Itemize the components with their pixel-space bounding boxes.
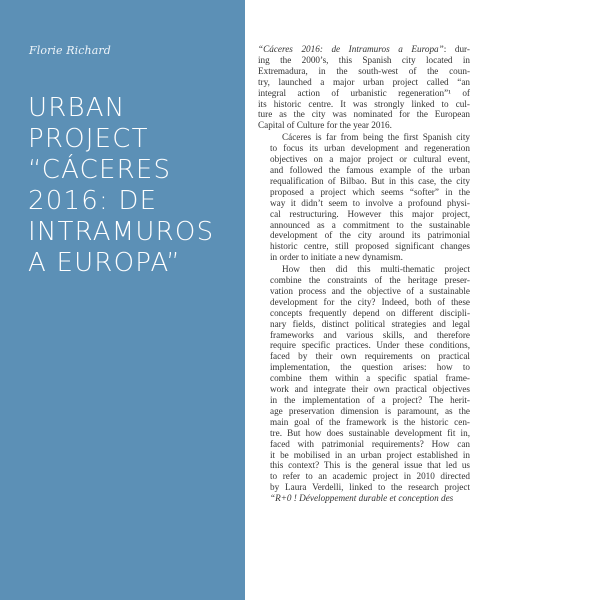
body-line: combine the constraints of the heritage preser- <box>270 275 470 286</box>
body-paragraph <box>258 132 470 263</box>
title-line: PROJECT <box>28 124 149 154</box>
title-line: A EUROPA” <box>28 248 181 278</box>
body-line: faced with patrimonial requirements? How can <box>270 438 470 449</box>
body-line: work and integrate their own practical objectives <box>270 384 470 395</box>
author-name: Florie Richard <box>29 44 111 57</box>
title-line: URBAN <box>28 93 126 123</box>
body-line: in order to initiate a new dynamism. <box>270 252 403 263</box>
body-line: “Cáceres 2016: de Intramuros a Europa”: dur- <box>258 44 470 54</box>
body-line: implementation, the question arises: how to <box>270 362 470 373</box>
body-line: age preservation dimension is paramount, as the <box>270 405 470 416</box>
body-line: way it didn’t seem to involve a profound physi- <box>270 197 470 208</box>
body-line: objectives on a major project or cultural event, <box>270 154 470 165</box>
body-line: combine them within a specific spatial frame- <box>270 373 470 384</box>
body-line: concepts frequently depend on different discipli- <box>270 307 470 318</box>
body-line: cal restructuring. However this major project, <box>270 208 470 219</box>
body-line: main goal of the framework is the historic cen- <box>270 416 470 427</box>
body-line: require specific practices. Under these conditions, <box>270 340 470 351</box>
body-paragraph <box>258 264 470 504</box>
body-line: frameworks and various skills, and therefore <box>270 329 470 340</box>
body-line: “R+0 ! Développement durable et conception des <box>270 493 454 504</box>
body-line: proposed a project which seems “softer” in the <box>270 186 470 197</box>
body-line: try, launched a major urban project called “an <box>258 76 470 87</box>
article-title <box>28 93 243 279</box>
body-line: Capital of Culture for the year 2016. <box>258 120 392 131</box>
body-line: vation process and the objective of a sustainable <box>270 285 470 296</box>
body-line: ing the 2000’s, this Spanish city located in <box>258 54 470 65</box>
body-line: by Laura Verdelli, linked to the research project <box>270 482 470 493</box>
body-line: How then did this multi-thematic project <box>282 264 470 275</box>
body-line: requalification of Bilbao. But in this case, the city <box>270 175 470 186</box>
body-line: to focus its urban development and regeneration <box>270 143 470 154</box>
body-line: ture as the city was nominated for the European <box>258 109 470 120</box>
body-line: faced by their own requirements on practical <box>270 351 470 362</box>
body-line: and followed the famous example of the urban <box>270 164 470 175</box>
body-line: announced as a commitment to the sustainable <box>270 219 470 230</box>
body-line: it be mobilised in an urban project established in <box>270 449 470 460</box>
body-line: integral action of urbanistic regeneration”¹ of <box>258 87 470 98</box>
title-line: “CÁCERES <box>28 155 172 185</box>
article-body <box>258 44 470 504</box>
body-line: its historic centre. It was strongly linked to cul- <box>258 98 470 109</box>
body-line: to refer to an academic project in 2010 directed <box>270 471 470 482</box>
body-line: development of the city around its patrimonial <box>270 230 470 241</box>
title-line: 2016: DE <box>28 186 158 216</box>
body-line: tre. But how does sustainable development fit in, <box>270 427 470 438</box>
body-line: development for the city? Indeed, both of these <box>270 296 470 307</box>
title-panel <box>0 0 245 600</box>
body-line: historic centre, still proposed significant changes <box>270 241 470 252</box>
body-line: this context? This is the general issue that led us <box>270 460 470 471</box>
body-line: Extremadura, in the south-west of the coun- <box>258 65 470 76</box>
body-line: nary fields, distinct political strategies and legal <box>270 318 470 329</box>
body-paragraph <box>258 44 470 131</box>
title-line: INTRAMUROS <box>28 217 215 247</box>
body-line: Cáceres is far from being the first Spanish city <box>282 132 470 143</box>
body-line: in the implementation of a project? The herit- <box>270 395 470 405</box>
